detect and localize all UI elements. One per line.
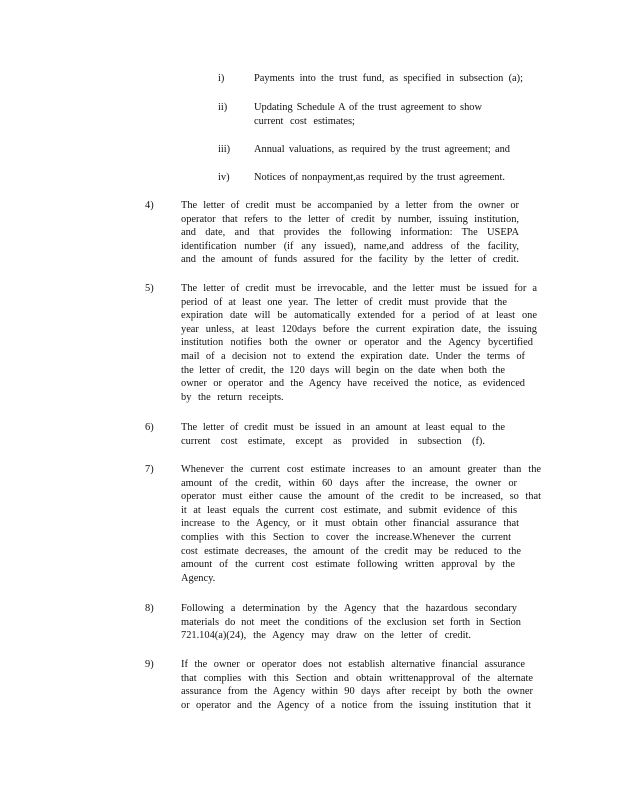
text-line: the letter of credit, the 120 days will begin on the date when both the	[181, 364, 505, 376]
text-line: owner or operator and the Agency have received the notice, as evidenced	[181, 378, 525, 390]
text-line: expiration date will be automatically extended for a period of at least one	[181, 310, 537, 322]
text-line: mail of a decision not to extend the expiration date. Under the terms of	[181, 350, 525, 362]
sub-item-number: ii)	[218, 102, 228, 113]
sub-item-text	[254, 101, 506, 128]
item-number: 4)	[145, 200, 154, 211]
text-line: by the return receipts.	[181, 391, 284, 403]
item-text	[181, 602, 521, 643]
text-line: current cost estimates;	[254, 115, 355, 127]
sub-item-text	[254, 143, 534, 157]
text-line: If the owner or operator does not establish alternative financial assurance	[181, 659, 525, 670]
sub-item-number: iii)	[218, 144, 231, 155]
text-line: Notices of nonpayment,as required by the trust agreement.	[254, 172, 505, 183]
text-line: The letter of credit must be accompanied by a letter from the owner or	[181, 200, 519, 211]
sub-item-number: iv)	[218, 172, 230, 183]
text-line: Whenever the current cost estimate increases to an amount greater than the	[181, 464, 541, 475]
item-text	[181, 658, 533, 712]
item-number: 5)	[145, 283, 154, 294]
text-line: The letter of credit must be irrevocable, and the letter must be issued for a	[181, 283, 537, 294]
item-number: 9)	[145, 659, 154, 670]
item-number: 7)	[145, 464, 154, 475]
text-line: that complies with this Section and obtain writtenapproval of the alternate	[181, 672, 533, 684]
text-line: and the amount of funds assured for the facility by the letter of credit.	[181, 254, 519, 266]
text-line: it at least equals the current cost estimate, and submit evidence of this	[181, 504, 517, 516]
sub-item-number: i)	[218, 73, 225, 84]
text-line: amount of the current cost estimate following written approval by the	[181, 559, 515, 571]
text-line: operator that refers to the letter of credit by number, issuing institution,	[181, 213, 519, 225]
item-text	[181, 463, 541, 585]
text-line: The letter of credit must be issued in an amount at least equal to the	[181, 422, 505, 433]
text-line: or operator and the Agency of a notice from the issuing institution that it	[181, 699, 531, 711]
text-line: assurance from the Agency within 90 days after receipt by both the owner	[181, 686, 533, 698]
item-number: 8)	[145, 603, 154, 614]
text-line: complies with this Section to cover the increase.Whenever the current	[181, 531, 511, 543]
text-line: materials do not meet the conditions of the exclusion set forth in Section	[181, 616, 521, 628]
text-line: Payments into the trust fund, as specified in subsection (a);	[254, 73, 523, 84]
text-line: institution notifies both the owner or operator and the Agency bycertified	[181, 337, 533, 349]
text-line: period of at least one year. The letter of credit must provide that the	[181, 296, 507, 308]
item-text	[181, 199, 519, 267]
item-text	[181, 421, 505, 448]
text-line: year unless, at least 120days before the current expiration date, the issuing	[181, 323, 537, 335]
text-line: increase to the Agency, or it must obtain other financial assurance that	[181, 518, 519, 530]
text-line: Following a determination by the Agency that the hazardous secondary	[181, 603, 517, 614]
text-line: current cost estimate, except as provided in subsection (f).	[181, 435, 485, 447]
text-line: Annual valuations, as required by the trust agreement; and	[254, 144, 510, 155]
text-line: Updating Schedule A of the trust agreement to show	[254, 102, 482, 113]
text-line: amount of the credit, within 60 days after the increase, the owner or	[181, 477, 517, 489]
text-line: identification number (if any issued), name,and address of the facility,	[181, 240, 519, 252]
text-line: 721.104(a)(24), the Agency may draw on the letter of credit.	[181, 630, 471, 642]
sub-item-text	[254, 72, 550, 86]
text-line: cost estimate decreases, the amount of the credit may be reduced to the	[181, 545, 521, 557]
item-text	[181, 282, 537, 404]
sub-item-text	[254, 171, 526, 185]
text-line: operator must either cause the amount of the credit to be increased, so that	[181, 491, 541, 503]
text-line: Agency.	[181, 572, 216, 584]
text-line: and date, and that provides the following information: The USEPA	[181, 227, 519, 239]
item-number: 6)	[145, 422, 154, 433]
